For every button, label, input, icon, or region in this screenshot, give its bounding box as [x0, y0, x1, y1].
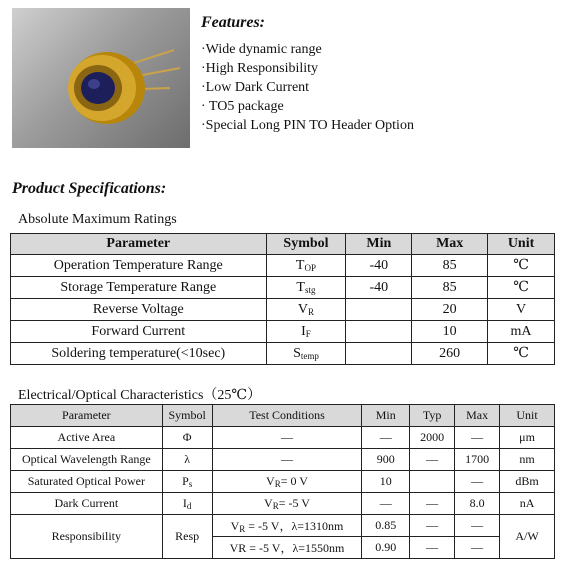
col-header: Symbol — [266, 234, 346, 255]
col-header: Parameter — [11, 234, 267, 255]
cell-param: Dark Current — [11, 493, 163, 515]
cell-min: -40 — [346, 277, 412, 299]
cell-cond: $V_R= 0$ V — [212, 471, 362, 493]
cell-symbol: $I_F$ — [266, 321, 346, 343]
cell-min — [346, 343, 412, 365]
eo-table — [10, 404, 555, 559]
table-row — [11, 321, 555, 343]
col-header: Test Conditions — [212, 405, 362, 427]
col-header: Parameter — [11, 405, 163, 427]
cell-max: — — [455, 515, 500, 537]
cell-max: — — [455, 537, 500, 559]
cell-unit: V — [488, 299, 555, 321]
cell-unit: nA — [500, 493, 555, 515]
cell-cond: $V_R= -5$ V — [212, 493, 362, 515]
cell-min: -40 — [346, 255, 412, 277]
col-header: Min — [346, 234, 412, 255]
cell-symbol: $V_R$ — [266, 299, 346, 321]
cell-cond: — — [212, 449, 362, 471]
eo-title: Electrical/Optical Characteristics（25℃） — [18, 388, 262, 403]
cell-param: Optical Wavelength Range — [11, 449, 163, 471]
cell-min: 0.90 — [362, 537, 410, 559]
cell-param: Responsibility — [11, 515, 163, 559]
cell-max: 8.0 — [455, 493, 500, 515]
feature-item: ·Low Dark Current — [201, 80, 310, 95]
table-row — [11, 515, 555, 537]
col-header: Unit — [488, 234, 555, 255]
col-header: Unit — [500, 405, 555, 427]
table-row — [11, 427, 555, 449]
product-photo — [12, 8, 190, 148]
cell-max: 85 — [412, 277, 488, 299]
cell-max: 85 — [412, 255, 488, 277]
col-header: Max — [455, 405, 500, 427]
cell-param: Storage Temperature Range — [11, 277, 267, 299]
cell-symbol: Φ — [162, 427, 212, 449]
cell-unit: μm — [500, 427, 555, 449]
table-row — [11, 449, 555, 471]
cell-param: Saturated Optical Power — [11, 471, 163, 493]
cell-symbol: $T_{stg}$ — [266, 277, 346, 299]
table-row — [11, 255, 555, 277]
features-section — [201, 14, 414, 135]
abs-max-title: Absolute Maximum Ratings — [18, 212, 177, 227]
table-header-row — [11, 405, 555, 427]
feature-item: ·Special Long PIN TO Header Option — [201, 118, 414, 133]
cell-cond: — — [212, 427, 362, 449]
features-list — [201, 40, 414, 135]
cell-max: — — [455, 471, 500, 493]
cell-symbol: $P_s$ — [162, 471, 212, 493]
cell-param: Active Area — [11, 427, 163, 449]
cell-unit: mA — [488, 321, 555, 343]
cell-min: — — [362, 493, 410, 515]
cell-unit: dBm — [500, 471, 555, 493]
cell-symbol: $I_d$ — [162, 493, 212, 515]
cell-param: Forward Current — [11, 321, 267, 343]
cell-unit: ℃ — [488, 255, 555, 277]
cell-min: — — [362, 427, 410, 449]
cell-max: — — [455, 427, 500, 449]
table-row — [11, 343, 555, 365]
abs-max-table — [10, 233, 555, 365]
cell-max: 20 — [412, 299, 488, 321]
cell-typ: — — [410, 449, 455, 471]
cell-cond: $V_R = -5$ V，λ=1310nm — [212, 515, 362, 537]
cell-max: 1700 — [455, 449, 500, 471]
feature-item: · TO5 package — [201, 99, 284, 114]
cell-typ: — — [410, 537, 455, 559]
product-specs-title: Product Specifications: — [12, 180, 167, 197]
features-title: Features: — [201, 14, 265, 31]
col-header: Max — [412, 234, 488, 255]
col-header: Typ — [410, 405, 455, 427]
cell-param: Operation Temperature Range — [11, 255, 267, 277]
cell-min — [346, 299, 412, 321]
cell-symbol: $T_{OP}$ — [266, 255, 346, 277]
cell-min: 0.85 — [362, 515, 410, 537]
cell-unit: nm — [500, 449, 555, 471]
cell-unit: ℃ — [488, 277, 555, 299]
cell-typ: 2000 — [410, 427, 455, 449]
col-header: Min — [362, 405, 410, 427]
feature-item: ·Wide dynamic range — [201, 42, 322, 57]
cell-unit: ℃ — [488, 343, 555, 365]
cell-min: 900 — [362, 449, 410, 471]
table-row — [11, 471, 555, 493]
cell-param: Reverse Voltage — [11, 299, 267, 321]
table-header-row — [11, 234, 555, 255]
table-row — [11, 493, 555, 515]
feature-item: ·High Responsibility — [201, 61, 319, 76]
cell-min — [346, 321, 412, 343]
cell-symbol: Resp — [162, 515, 212, 559]
cell-symbol: λ — [162, 449, 212, 471]
cell-typ: — — [410, 493, 455, 515]
cell-cond: VR = -5 V，λ=1550nm — [212, 537, 362, 559]
cell-param: Soldering temperature(<10sec) — [11, 343, 267, 365]
table-row — [11, 299, 555, 321]
cell-typ — [410, 471, 455, 493]
cell-min: 10 — [362, 471, 410, 493]
col-header: Symbol — [162, 405, 212, 427]
cell-typ: — — [410, 515, 455, 537]
cell-unit: A/W — [500, 515, 555, 559]
cell-symbol: $S_{temp}$ — [266, 343, 346, 365]
table-row — [11, 277, 555, 299]
cell-max: 260 — [412, 343, 488, 365]
cell-max: 10 — [412, 321, 488, 343]
